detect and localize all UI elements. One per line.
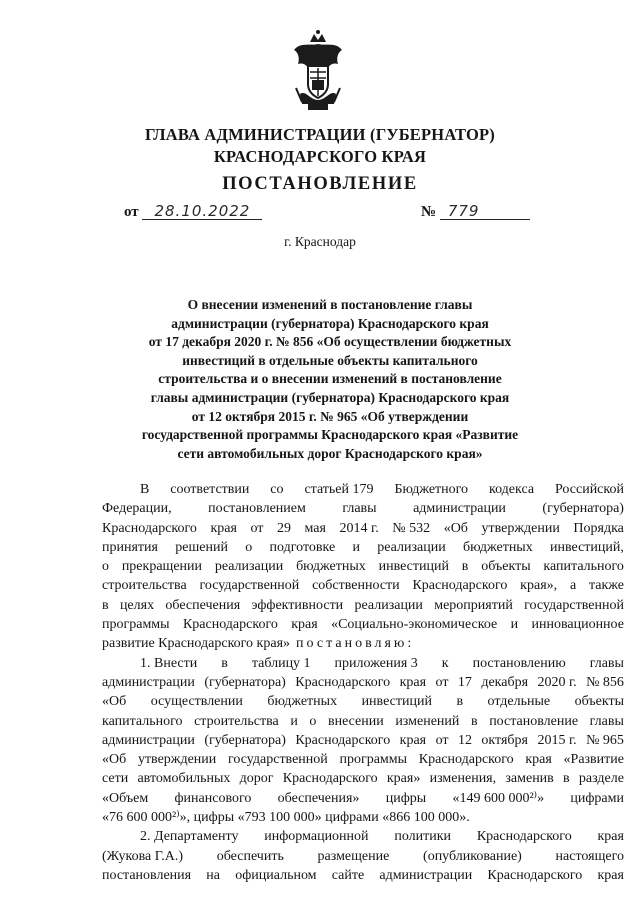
word: «Объем [102,790,149,806]
word: Федерации, [102,501,172,517]
word: главы [342,501,377,517]
word: цифры [385,790,427,806]
body-line [102,654,624,673]
word: 29 [276,520,291,536]
subject-line: государственной программы Краснодарского края «Развитие [141,427,519,443]
word: кодекса [488,482,535,497]
word: реализации [354,597,423,613]
body-line [102,673,624,692]
word: главы [589,655,624,671]
word: 2014 г. [339,520,379,536]
word: настоящего [555,848,624,864]
date-prefix: от [124,204,139,220]
word: цифрами [570,790,624,806]
line-text: «76 600 000²⁾», цифры «793 100 000» цифрами «866 100 000». [102,810,470,826]
body-line-last [102,808,624,827]
word: размещение [317,848,390,864]
word: (губернатора) [204,732,286,748]
word: Российской [554,482,624,497]
word: 2. Департаменту [140,829,239,845]
word: № 965 [586,732,624,748]
word: «Об [102,752,127,768]
subject-line: главы администрации (губернатора) Краснодарского края [150,389,510,405]
word: программы [102,617,170,633]
word: «Об [443,520,468,536]
subject-line: от 12 октября 2015 г. № 965 «Об утверждении [191,408,469,424]
word: решений [175,539,228,555]
word: «Об [102,694,127,710]
word: Краснодарского [182,617,278,633]
word: от [435,732,449,748]
word: статьей 179 [304,482,374,497]
word: приложения 3 [334,655,418,671]
body-line [102,596,624,615]
word: строительства [102,578,187,594]
word: эффективности [251,597,344,613]
word: администрации [102,674,195,690]
document-date [124,204,262,221]
word: инновационное [531,617,624,633]
word: постановлению [472,655,566,671]
organization-line-1: ГЛАВА АДМИНИСТРАЦИИ (ГУБЕРНАТОР) [145,125,495,144]
line-text: развитие Краснодарского края» [102,636,291,652]
word: от [435,674,449,690]
body-line-last [102,634,624,653]
subject-line: О внесении изменений в постановление главы [187,297,473,312]
word: в [461,559,469,575]
body-line [102,847,624,866]
word: края [210,520,237,536]
word: главы [589,713,624,729]
word: о [245,539,253,555]
word: администрации [413,501,506,517]
word: Краснодарского [487,867,583,883]
word: разделе [578,771,624,787]
word: «Развитие [563,752,624,768]
word: реализации [214,559,284,575]
word: отдельные [487,694,551,710]
body-line [102,866,624,885]
word: 2020 г. [537,674,577,690]
word: «149 600 000²⁾» [452,790,545,806]
word: изменения, [429,771,497,787]
word: администрации [379,867,473,883]
word: бюджетных [463,539,533,555]
word: информационной [264,829,369,845]
word: собственности [312,578,400,594]
word: (губернатора) [204,674,286,690]
word: автомобильных [137,771,231,787]
word: края [291,617,318,633]
word: октября [481,732,528,748]
word: декабря [481,674,529,690]
word: целях [119,597,155,613]
word: инвестиций [361,694,432,710]
body-line [102,499,624,518]
word: государственной [228,752,328,768]
word: соответствии [170,482,250,497]
word: также [588,578,624,594]
word: строительства [194,713,279,729]
word: постановлением [208,501,306,517]
word: на [206,867,221,883]
word: (Жукова Г.А.) [102,848,184,864]
word: программы [339,752,408,768]
word: инвестиций [378,559,449,575]
body-line [102,480,624,499]
word: инвестиций, [550,539,624,555]
word: 17 [457,674,472,690]
word: прекращении [121,559,203,575]
word: Краснодарского [282,771,378,787]
word: края [525,752,552,768]
word: Краснодарского [412,578,508,594]
word: обеспечения» [277,790,360,806]
word: от [250,520,264,536]
word: постановления [102,867,192,883]
number-value: 779 [440,204,530,220]
word: края [399,674,427,690]
word: постановление [489,713,579,729]
word: изменений [395,713,460,729]
organization-title [0,124,640,168]
word: о [309,713,317,729]
word: края [597,829,624,845]
word: в [221,655,228,671]
word: Краснодарского [476,829,572,845]
subject-line: инвестиций в отдельные объекты капитального [182,352,478,368]
body-line [102,789,624,808]
word: в [456,694,464,710]
word: утверждении [137,752,217,768]
word: В [140,482,150,497]
body-line [102,712,624,731]
word: Краснодарского [418,752,514,768]
organization-line-2: КРАСНОДАРСКОГО КРАЯ [213,147,427,166]
word: обеспечения [165,597,241,613]
body-line [102,750,624,769]
body-line [102,557,624,576]
body-line [102,538,624,557]
resolution-verb: постановляю: [296,636,415,652]
body-line [102,731,624,750]
subject-line: строительства и о внесении изменений в постановление [158,371,502,387]
word: 2015 г. [537,732,577,748]
word: капитального [102,713,183,729]
word: принятия [102,539,158,555]
word: сети [102,771,129,787]
word: к [441,655,449,671]
word: в [563,771,570,787]
document-subject [120,296,540,463]
subject-line: сети автомобильных дорог Краснодарского края» [177,445,483,461]
word: осуществлении [150,694,243,710]
word: обеспечить [216,848,284,864]
word: и [510,617,519,633]
word: 12 [457,732,472,748]
body-line [102,769,624,788]
word: № 532 [392,520,431,536]
word: «Социально-экономическое [331,617,498,633]
subject-line: от 17 декабря 2020 г. № 856 «Об осуществлении бюджетных [148,334,512,350]
word: о [102,559,109,575]
subject-line: администрации (губернатора) Краснодарского края [171,315,489,331]
word: государственной [524,597,624,613]
word: таблицу 1 [251,655,311,671]
word: государственной [199,578,300,594]
word: внесении [327,713,384,729]
word: со [270,482,284,497]
number-prefix: № [421,204,437,220]
word: реализации [377,539,446,555]
word: бюджетных [296,559,366,575]
word: (опубликование) [423,848,522,864]
word: мероприятий [434,597,513,613]
document-body [102,480,624,885]
document-type: ПОСТАНОВЛЕНИЕ [222,174,418,194]
word: дорог [239,771,274,787]
word: объекты [574,694,624,710]
word: и [352,539,360,555]
word: бюджетных [267,694,338,710]
word: № 856 [586,674,624,690]
word: в [470,713,478,729]
word: официальном [235,867,317,883]
word: края [597,867,624,883]
body-line [102,615,624,634]
body-line [102,692,624,711]
word: политики [394,829,452,845]
word: объекты [481,559,531,575]
word: Краснодарского [295,674,391,690]
word: сайте [331,867,365,883]
word: края», [520,578,558,594]
word: Бюджетного [394,482,469,497]
word: утверждении [481,520,560,536]
date-value: 28.10.2022 [142,204,262,220]
body-line [102,576,624,595]
word: мая [304,520,326,536]
word: Порядка [573,520,624,536]
word: и [290,713,298,729]
city-label: г. Краснодар [284,234,356,249]
word: капитального [543,559,624,575]
word: (губернатора) [542,501,624,517]
word: а [569,578,577,594]
word: в [102,597,109,613]
body-line [102,827,624,846]
word: подготовке [269,539,336,555]
word: Краснодарского [102,520,197,536]
word: края [399,732,427,748]
word: края» [386,771,421,787]
word: Краснодарского [295,732,391,748]
word: заменив [505,771,554,787]
document-number [421,204,530,221]
word: финансового [174,790,252,806]
word: администрации [102,732,195,748]
body-line [102,519,624,538]
coat-of-arms-icon [288,28,348,112]
word: 1. Внести [140,655,198,671]
